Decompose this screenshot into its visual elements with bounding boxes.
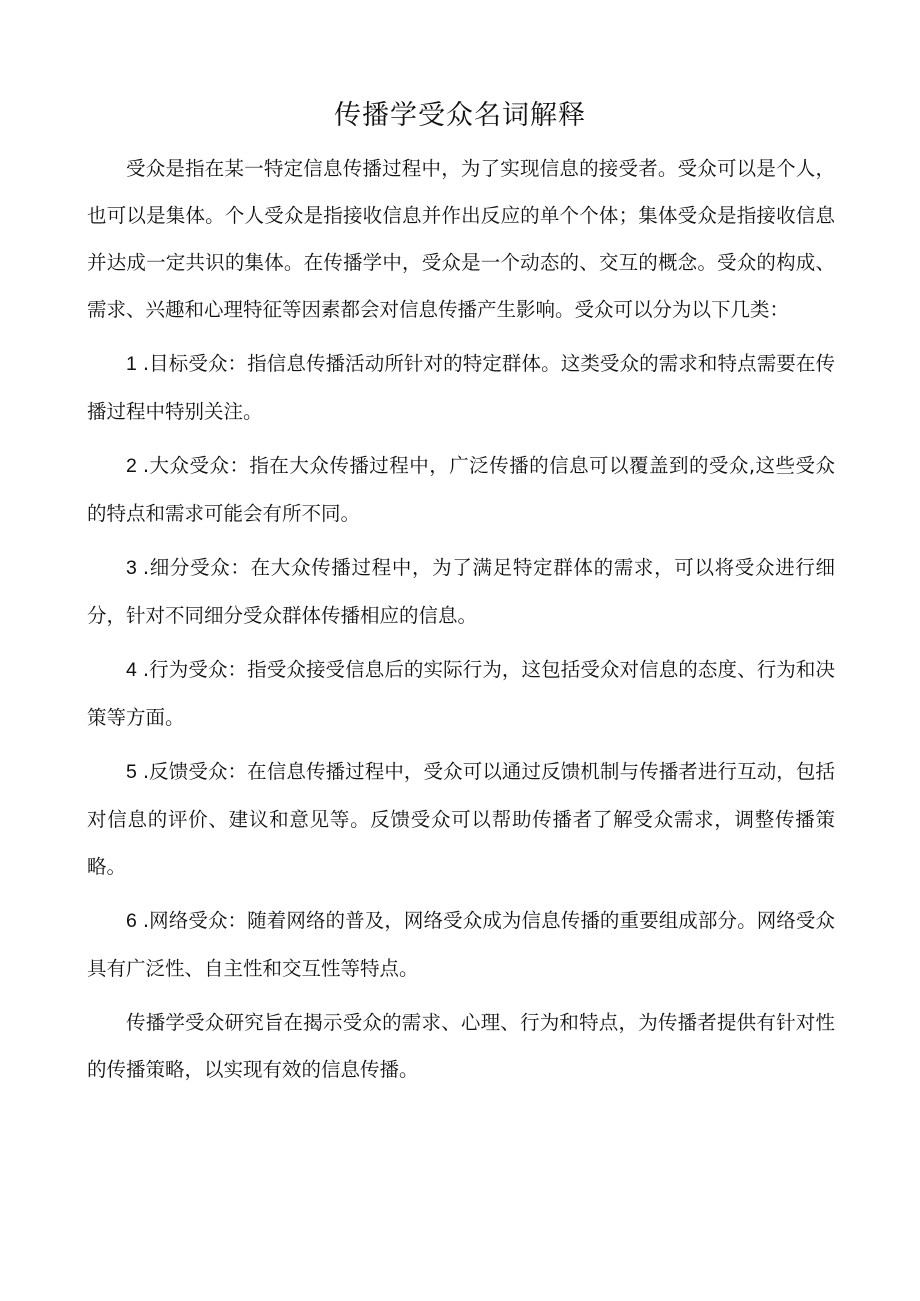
list-item-text: .细分受众：在大众传播过程中，为了满足特定群体的需求，可以将受众进行细分，针对不同细分受众群体传播相应的信息。 xyxy=(87,556,835,627)
list-item-text: .行为受众：指受众接受信息后的实际行为，这包括受众对信息的态度、行为和决策等方面。 xyxy=(87,658,835,729)
list-item-text: .网络受众：随着网络的普及，网络受众成为信息传播的重要组成部分。网络受众具有广泛性、自主性和交互性等特点。 xyxy=(87,909,835,980)
list-item-6 xyxy=(87,897,835,992)
list-number: 3 xyxy=(126,557,137,579)
list-item-3 xyxy=(87,544,835,639)
list-number: 6 xyxy=(126,910,137,932)
list-number: 4 xyxy=(126,659,137,681)
list-item-5 xyxy=(87,748,835,890)
intro-paragraph: 受众是指在某一特定信息传播过程中，为了实现信息的接受者。受众可以是个人，也可以是集体。个人受众是指接收信息并作出反应的单个个体；集体受众是指接收信息并达成一定共识的集体。在传播学中，受众是一个动态的、交互的概念。受众的构成、需求、兴趣和心理特征等因素都会对信息传播产生影响。受众可以分为以下几类： xyxy=(87,157,835,321)
list-item-text: .目标受众：指信息传播活动所针对的特定群体。这类受众的需求和特点需要在传播过程中特别关注。 xyxy=(87,352,835,423)
list-item-1 xyxy=(87,340,835,435)
list-number: 1 xyxy=(126,353,137,375)
document-body xyxy=(87,145,835,1100)
list-item-text: .大众受众：指在大众传播过程中，广泛传播的信息可以覆盖到的受众,这些受众的特点和需求可能会有所不同。 xyxy=(87,454,835,525)
conclusion-paragraph: 传播学受众研究旨在揭示受众的需求、心理、行为和特点，为传播者提供有针对性的传播策略，以实现有效的信息传播。 xyxy=(87,1011,835,1081)
list-number: 2 xyxy=(126,455,137,477)
list-item-2 xyxy=(87,442,835,537)
list-item-text: .反馈受众：在信息传播过程中，受众可以通过反馈机制与传播者进行互动，包括对信息的评价、建议和意见等。反馈受众可以帮助传播者了解受众需求，调整传播策略。 xyxy=(87,760,835,878)
document-title: 传播学受众名词解释 xyxy=(334,100,586,131)
list-item-4 xyxy=(87,646,835,741)
list-number: 5 xyxy=(126,761,137,783)
